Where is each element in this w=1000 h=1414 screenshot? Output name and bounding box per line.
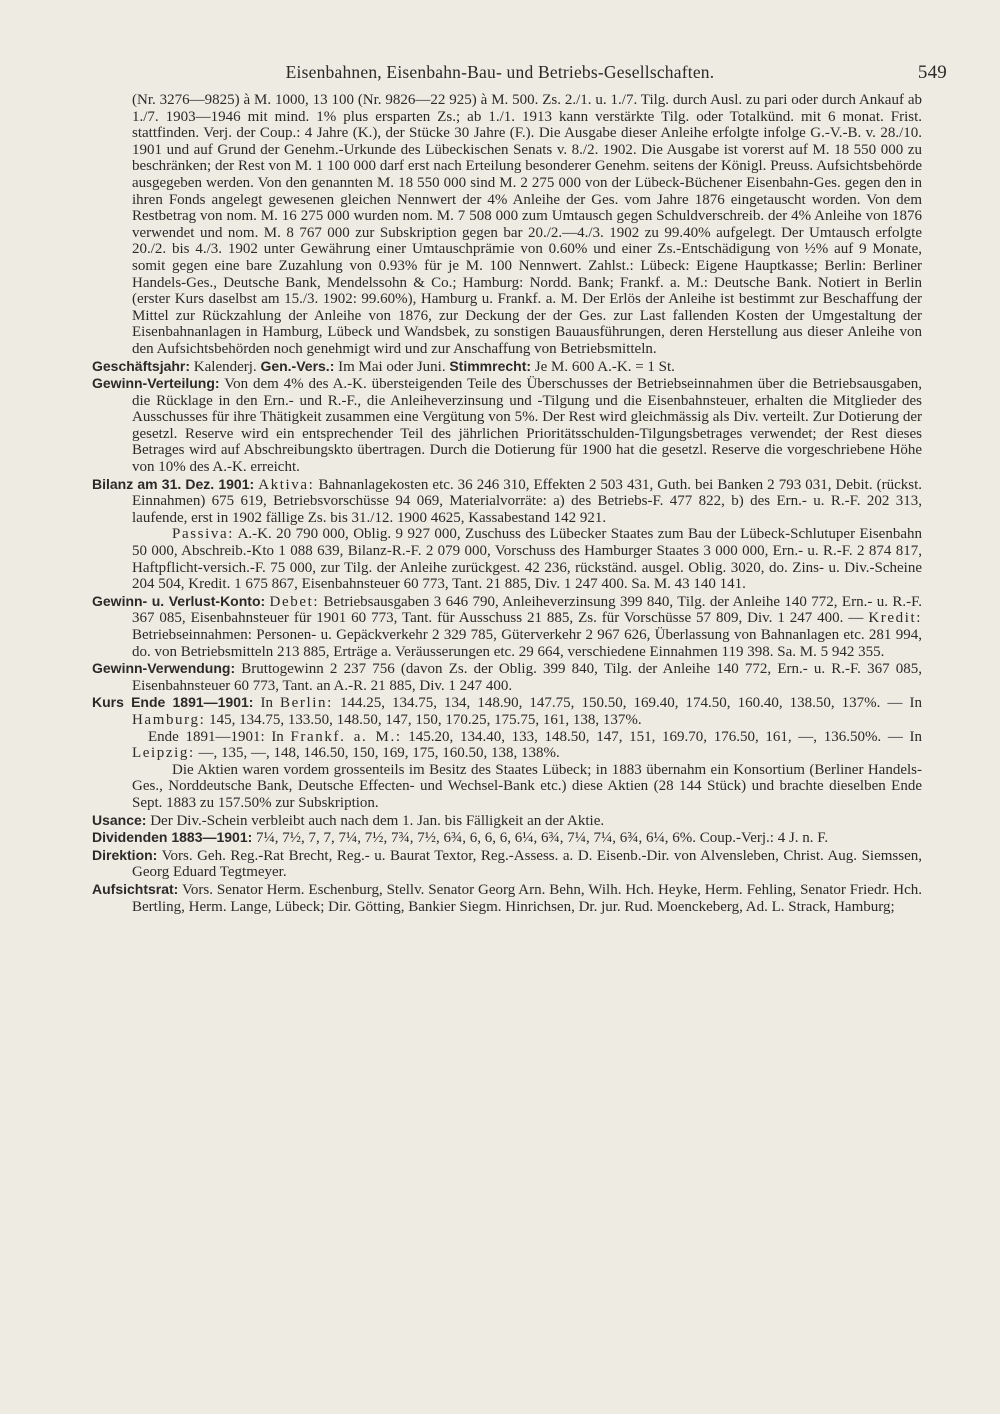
paragraph-gewinn-verwendung xyxy=(92,660,922,694)
text-gewinn-verwendung: Bruttogewinn 2 237 756 (davon Zs. der Oblig. 399 840, Tilg. der Anleihe 140 772, Ern.- u. R.-F. 367 085, Eisenbahnsteuer 60 773, Tant. an A.-R. 21 885, Div. 1 247 400. xyxy=(132,661,922,694)
label-kredit: Kredit: xyxy=(868,610,923,627)
city-berlin: Berlin: xyxy=(280,695,333,712)
text-kurs2-pre: Ende 1891—1901: In xyxy=(148,728,284,745)
label-debet: Debet: xyxy=(269,593,320,610)
paragraph-usance xyxy=(92,812,922,830)
label-geschaeftsjahr: Geschäftsjahr: xyxy=(92,357,191,374)
label-stimmrecht: Stimmrecht: xyxy=(449,357,532,374)
text-stimmrecht: Je M. 600 A.-K. = 1 St. xyxy=(534,358,675,375)
text-usance: Der Div.-Schein verbleibt auch nach dem 1. Jan. bis Fälligkeit an der Aktie. xyxy=(150,812,605,829)
label-guv: Gewinn- u. Verlust-Konto: xyxy=(92,592,266,609)
text-kurs-frankfurt: 145.20, 134.40, 133, 148.50, 147, 151, 169.70, 176.50, 161, —, 136.50%. — In xyxy=(408,728,923,745)
label-usance: Usance: xyxy=(92,811,147,828)
label-aktiva: Aktiva: xyxy=(258,476,315,493)
text-aufsichtsrat: Vors. Senator Herm. Eschenburg, Stellv. Senator Georg Arn. Behn, Wilh. Hch. Heyke, Herm. Fehling, Senator Friedr. Hch. Bertling, Herm. Lange, Lübeck; Dir. Götting, Bankier Siegm. Hinrichsen, Dr. jur. Rud. Moenckeberg, Ad. L. Strack, Hamburg; xyxy=(132,881,923,915)
text-aktiva: Bahnanlagekosten etc. 36 246 310, Effekten 2 503 431, Guth. bei Banken 2 793 031, Debit. (rückst. Einnahmen) 675 619, Betriebsvorschüsse 94 069, Materialvorräte: a) des Betriebs-F. 477 822, b) des Ern.- u. R.-F. 202 313, laufende, erst in 1902 fällige Zs. bis 31./12. 1900 4625, Kassabestand 142 921. xyxy=(132,476,923,526)
paragraph-kurs xyxy=(92,694,922,728)
text-kurs-hamburg: 145, 134.75, 133.50, 148.50, 147, 150, 170.25, 175.75, 161, 138, 137%. xyxy=(209,711,642,728)
text-kurs-leipzig: —, 135, —, 148, 146.50, 150, 169, 175, 160.50, 138, 138%. xyxy=(198,745,560,762)
page-header xyxy=(0,58,1000,88)
text-dividenden: 7¼, 7½, 7, 7, 7¼, 7½, 7¾, 7½, 6¾, 6, 6, 6, 6¼, 6¾, 7¼, 7¼, 6¾, 6¼, 6%. Coup.-Verj.: 4 J. n. F. xyxy=(256,830,829,847)
label-gewinn-verteilung: Gewinn-Verteilung: xyxy=(92,375,220,392)
text-kredit: Betriebseinnahmen: Personen- u. Gepäckverkehr 2 329 785, Güterverkehr 2 967 626, Überlassung von Bahnanlagen etc. 281 994, do. von Betriebsmitteln 213 885, Erträge a. Veräusserungen etc. 29 664, verschiedene Einnahmen 119 398. Sa. M. 5 942 355. xyxy=(132,627,922,660)
text-direktion: Vors. Geh. Reg.-Rat Brecht, Reg.- u. Baurat Textor, Reg.-Assess. a. D. Eisenb.-Dir. von Alvensleben, Christ. Aug. Siemssen, Georg Eduard Tegtmeyer. xyxy=(132,847,922,881)
city-hamburg: Hamburg: xyxy=(132,711,206,728)
running-title: Eisenbahnen, Eisenbahn-Bau- und Betriebs-Gesellschaften. xyxy=(285,62,715,82)
paragraph-aktien xyxy=(92,762,922,812)
text-aktien: Die Aktien waren vordem grossenteils im Besitz des Staates Lübeck; in 1883 übernahm ein Konsortium (Berliner Handels-Ges., Norddeutsche Bank, Deutsche Effecten- und Wechsel-Bank etc.) diese Aktien (28 144 Stück) und brachte dieselben Ende Sept. 1883 zu 157.50% zur Subskription. xyxy=(132,761,922,811)
label-genvers: Gen.-Vers.: xyxy=(260,357,335,374)
text-gewinn-verteilung: Von dem 4% des A.-K. übersteigenden Teile des Überschusses der Betriebseinnahmen über die Betriebsausgaben, die Rücklage in den Ern.- und R.-F., die Anleiheverzinsung und -Tilgung und die Eisenbahnsteuer, erhalten die Mitglieder des Ausschusses für ihre Thätigkeit zusammen eine Vergütung von 5%. Der Rest wird gleichmässig als Div. verteilt. Zur Dotierung der gesetzl. Reserve wird ein entsprechender Teil des jährlichen Prioritätsschulden-Tilgungsbetrages verwendet; der Rest dieses Betrages wird auf Abschreibungskto übertragen. Durch die Dotierung für 1900 hat die gesetzl. Reserve die vorgeschriebene Höhe von 10% des A.-K. erreicht. xyxy=(132,376,922,476)
city-frankfurt: Frankf. a. M.: xyxy=(290,728,402,745)
page-number: 549 xyxy=(917,62,947,83)
paragraph-aufsichtsrat xyxy=(92,881,922,915)
document-body xyxy=(92,92,922,915)
text-passiva: A.-K. 20 790 000, Oblig. 9 927 000, Zuschuss des Lübecker Staates zum Bau der Lübeck-Schlutuper Eisenbahn 50 000, Abschreib.-Kto 1 088 639, Bilanz-R.-F. 2 079 000, Vorschuss des Hamburger Staates 3 000 000, Ern.- u. R.-F. 2 874 817, Haftpflicht-versich.-F. 75 000, zur Tilg. der Anleihe zurückgest. 42 236, rückständ. ausgel. Oblig. 3020, do. Zins- u. Div.-Scheine 204 504, Kredit. 1 675 867, Eisenbahnsteuer 60 773, Tant. 21 885, Div. 1 247 400. Sa. M. 43 140 141. xyxy=(132,526,922,593)
label-gewinn-verwendung: Gewinn-Verwendung: xyxy=(92,660,236,677)
paragraph-guv xyxy=(92,593,922,660)
paragraph-direktion xyxy=(92,847,922,881)
text-debet: Betriebsausgaben 3 646 790, Anleiheverzinsung 399 840, Tilg. der Anleihe 140 772, Ern.- u. R.-F. 367 085, Eisenbahnsteuer für 1901 60 773, Tant. für Ausschuss 21 885, Zs. für Vorschüsse 57 809, Div. 1 247 400. — xyxy=(132,593,922,627)
text-genvers: Im Mai oder Juni. xyxy=(338,358,446,375)
label-passiva: Passiva: xyxy=(172,526,234,543)
paragraph-dividenden xyxy=(92,829,922,847)
label-bilanz: Bilanz am 31. Dez. 1901: xyxy=(92,475,255,492)
label-dividenden: Dividenden 1883—1901: xyxy=(92,829,253,846)
paragraph-bilanz-passiva xyxy=(92,526,922,592)
text-kurs-hamburg-pre: In xyxy=(909,695,923,712)
label-aufsichtsrat: Aufsichtsrat: xyxy=(92,880,179,897)
paragraph-geschaeftsjahr xyxy=(92,358,922,376)
paragraph-gewinn-verteilung xyxy=(92,375,922,476)
paragraph-kurs2 xyxy=(92,729,922,762)
text-geschaeftsjahr: Kalenderj. xyxy=(193,358,257,375)
text-kurs-berlin-pre: In xyxy=(260,695,273,712)
text-kurs-berlin: 144.25, 134.75, 134, 148.90, 147.75, 150.50, 169.40, 174.50, 160.40, 138.50, 137%. — xyxy=(339,695,903,712)
label-kurs: Kurs Ende 1891—1901: xyxy=(92,694,254,711)
city-leipzig: Leipzig: xyxy=(132,745,195,762)
label-direktion: Direktion: xyxy=(92,846,158,863)
paragraph-bilanz-aktiva xyxy=(92,476,922,527)
paragraph-intro: (Nr. 3276—9825) à M. 1000, 13 100 (Nr. 9826—22 925) à M. 500. Zs. 2./1. u. 1./7. Tilg. durch Ausl. zu pari oder durch Ankauf ab 1./7. 1903—1946 mit mind. 1% plus ersparten Zs.; ab 1./1. 1913 kann verstärkte Tilg. oder Totalkünd. mit 6 monat. Frist. stattfinden. Verj. der Coup.: 4 Jahre (K.), der Stücke 30 Jahre (F.). Die Ausgabe dieser Anleihe erfolgte infolge G.-V.-B. v. 28./10. 1901 und auf Grund der Genehm.-Urkunde des Lübeckischen Senats v. 8./2. 1902. Die Ausgabe ist vorerst auf M. 18 550 000 zu beschränken; der Rest von M. 1 100 000 darf erst nach Erteilung besonderer Genehm. seitens der Königl. Preuss. Aufsichtsbehörde ausgegeben werden. Von den genannten M. 18 550 000 sind M. 2 275 000 von der Lübeck-Büchener Eisenbahn-Ges. gegen den in ihren Fonds angelegt gewesenen gleichen Nennwert der 4% Anleihe der Ges. vom Jahre 1876 eingetauscht worden. Von dem Restbetrag von nom. M. 16 275 000 wurden nom. M. 7 508 000 zum Umtausch gegen Schuldverschreib. der 4% Anleihe von 1876 verwendet und nom. M. 8 767 000 zur Subskription gegen bar 20./2.—4./3. 1902 zu 99.40% aufgelegt. Der Umtausch erfolgte 20./2. bis 4./3. 1902 unter Gewährung einer Umtauschprämie von 0.60% und einer Zs.-Entschädigung von ½% auf 9 Monate, somit gegen eine bare Zuzahlung von 0.93% für je M. 100 Nennwert. Zahlst.: Lübeck: Eigene Hauptkasse; Berlin: Berliner Handels-Ges., Deutsche Bank, Mendelssohn & Co.; Hamburg: Nordd. Bank; Frankf. a. M.: Deutsche Bank. Notiert in Berlin (erster Kurs daselbst am 15./3. 1902: 99.60%), Hamburg u. Frankf. a. M. Der Erlös der Anleihe ist bestimmt zur Beschaffung der Mittel zur Rückzahlung der Anleihe von 1876, zur Deckung der der Ges. zur Last fallenden Kosten der Umgestaltung der Eisenbahnanlagen in Hamburg, Lübeck und Wandsbek, zu sonstigen Bauausführungen, deren Herstellung aus dieser Anleihe von den Aufsichtsbehörden noch genehmigt wird und zur Anschaffung von Betriebsmitteln. xyxy=(132,92,922,357)
